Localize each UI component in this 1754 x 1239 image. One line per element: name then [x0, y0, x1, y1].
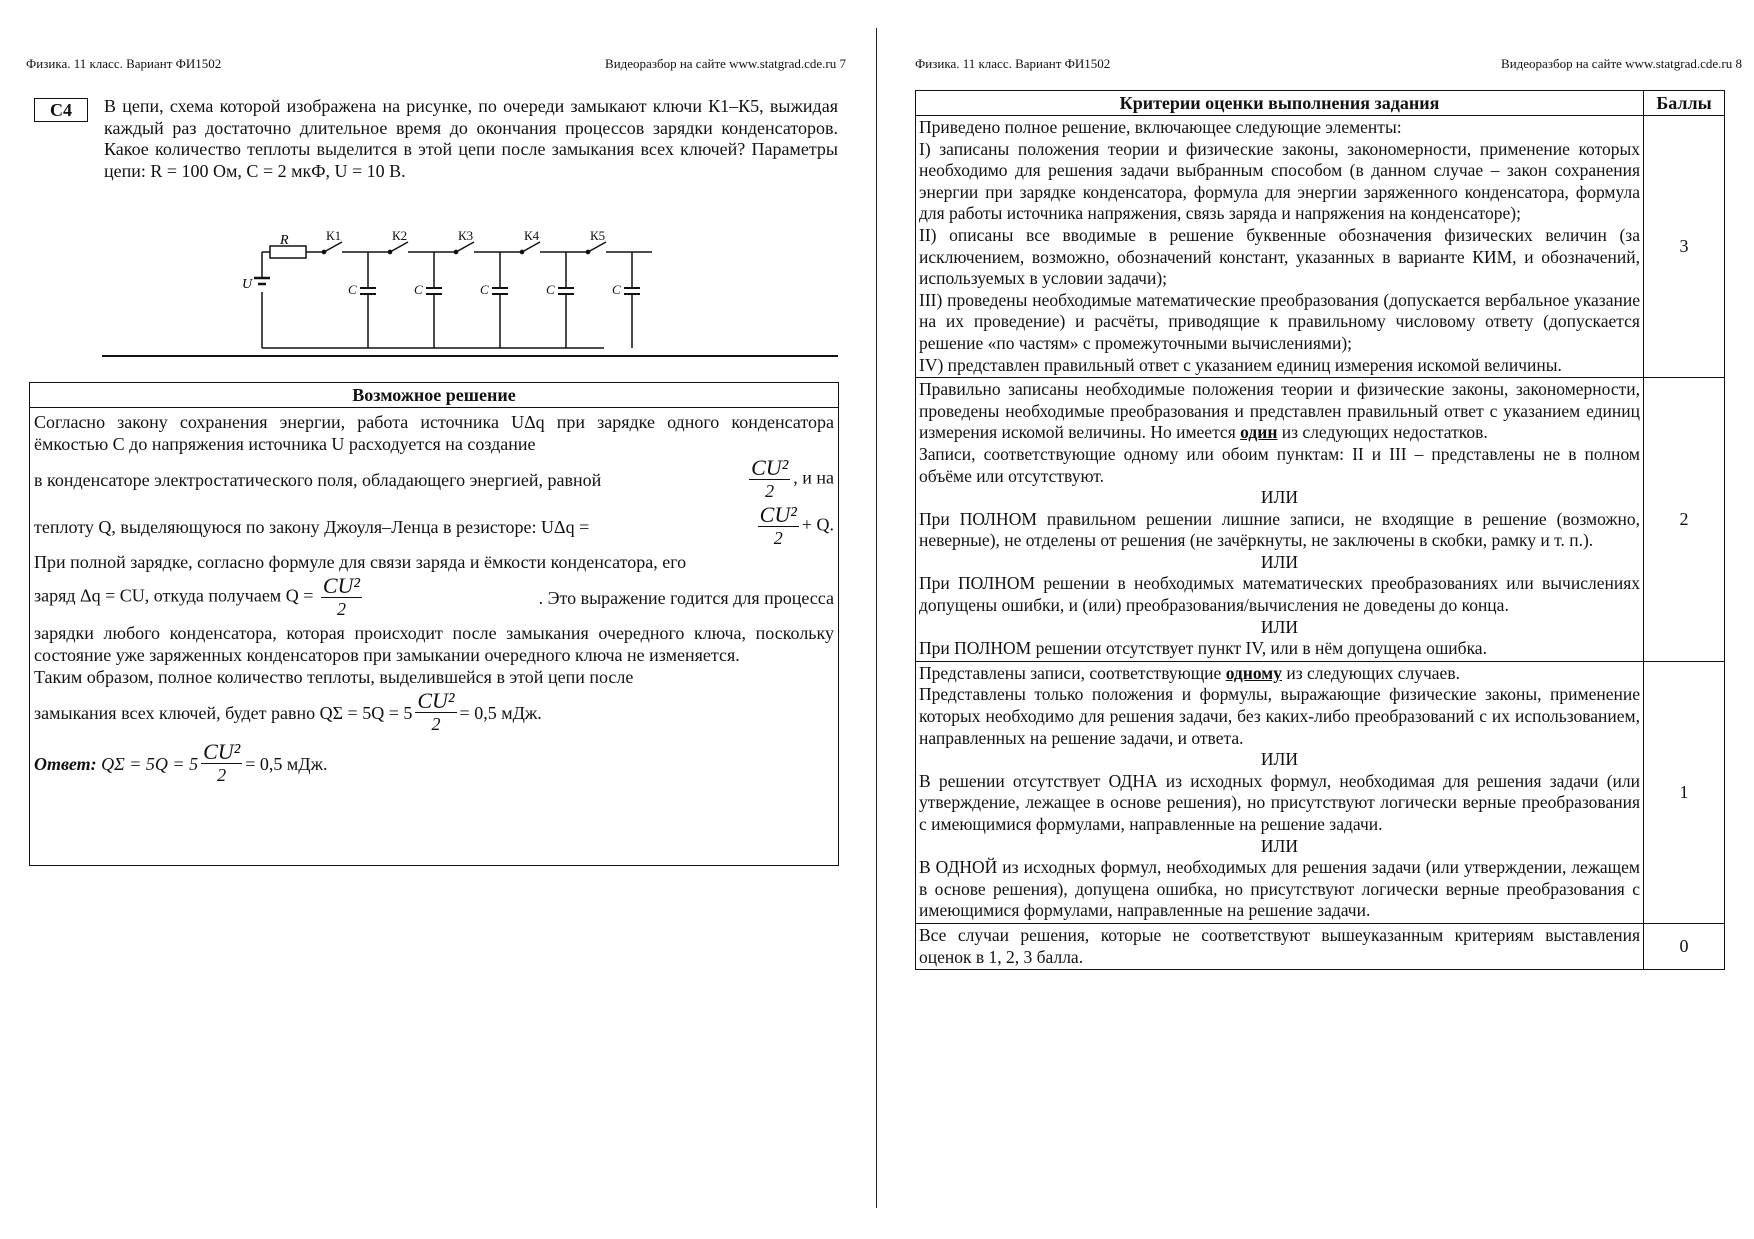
criteria-text: В решении отсутствует ОДНА из исходных формул, необходимая для решения задачи (или утверждение, лежащее в основе решения), но присутствуют логически верные преобразования с имеющимися формулами, направленные на решение задачи.: [919, 770, 1640, 834]
solution-p7b: = 0,5 мДж.: [459, 702, 542, 723]
or-separator: ИЛИ: [1260, 487, 1299, 508]
solution-body: Согласно закону сохранения энергии, работа источника UΔq при зарядке одного конденсатора ёмкостью C до напряжения источника U расходуется на создание в конденсаторе электростатического поля, обладающего энергией, равной $\frac{\text{CU²}}{2}$ , и на теплоту Q, выделяющуюся по закону Джоуля–Ленца в резисторе: UΔq = $\frac{\text{CU²}}{2}$ + Q. При полной зарядке, согласно формуле для связи заряда и ёмкости конденсатора, его заряд Δq = CU, откуда получаем Q = $\frac{\text{CU²}}{2}$ . Это выражение годится для процесса зарядки любого конденсатора, которая происходит после замыкания очередного ключа, поскольку состояние уже заряженных конденсаторов при замыкании очередного ключа не изменяется. Таким образом, полное количество теплоты, выделившейся в этой цепи после замыкания всех ключей, будет равно QΣ = 5Q = 5 $\frac{\text{CU²}}{2}$ = 0,5 мДж. Ответ: QΣ = 5Q = 5 $\frac{\text{CU²}}{2}$ = 0,5 мДж.: [34, 412, 834, 785]
criteria-header: Критерии оценки выполнения задания: [916, 91, 1644, 116]
criteria-text: Представлены записи, соответствующие: [919, 662, 1222, 683]
switch-blade: [324, 242, 342, 252]
solution-p7a: замыкания всех ключей, будет равно QΣ = 5Q = 5: [34, 702, 413, 723]
circuit-diagram: [240, 228, 690, 356]
criteria-text: III) проведены необходимые математические преобразования (допускается вербальное указание на их проведение) и расчёты, приводящие к правильному числовому ответу (допускается решение «по частям» с промежуточными вычислениями);: [919, 289, 1640, 353]
criteria-text: В ОДНОЙ из исходных формул, необходимых для решения задачи (или утверждении, лежащем в основе решения), допущена ошибка, но присутствуют логически верные преобразования с имеющимися формулами, направленные на решение задачи.: [919, 857, 1640, 921]
criteria-text: IV) представлен правильный ответ с указанием единиц измерения искомой величины.: [919, 354, 1562, 375]
solution-p2: теплоту Q, выделяющуюся по закону Джоуля–Ленца в резисторе: UΔq =: [34, 516, 590, 537]
fraction: $\frac{\text{CU²}}{2}$: [751, 455, 789, 501]
or-separator: ИЛИ: [1260, 616, 1299, 637]
answer-label: Ответ:: [34, 753, 97, 774]
score-cell: 2: [1644, 378, 1725, 662]
switch-label: К4: [524, 228, 540, 243]
solution-p6: Таким образом, полное количество теплоты, выделившейся в этой цепи после: [34, 667, 634, 687]
page-header-left: Физика. 11 класс. Вариант ФИ1502: [26, 56, 222, 71]
task-statement: [104, 96, 838, 182]
criteria-row-1: [916, 661, 1725, 923]
page-divider: [876, 28, 877, 1208]
resistor-label: R: [280, 233, 289, 248]
criteria-text: При ПОЛНОМ решении в необходимых математических преобразованиях или вычислениях допущены ошибки, и (или) преобразования/вычисления не доведены до конца.: [919, 573, 1640, 616]
criteria-text: из следующих случаев.: [1286, 662, 1460, 683]
or-separator: ИЛИ: [1260, 551, 1299, 572]
switch-label: К1: [326, 228, 342, 243]
fraction: $\frac{\text{CU²}}{2}$: [322, 573, 361, 619]
switch-blade: [390, 242, 408, 252]
solution-p5: зарядки любого конденсатора, которая происходит после замыкания очередного ключа, поскольку состояние уже заряженных конденсаторов при замыкании очередного ключа не изменяется.: [34, 623, 834, 665]
criteria-text: Представлены только положения и формулы, выражающие физические законы, применение которых необходимо для решения задачи, без каких-либо преобразований с их использованием, направленных на решение задачи, и ответа.: [919, 684, 1640, 748]
solution-p1b: в конденсаторе электростатического поля, обладающего энергией, равной: [34, 469, 602, 490]
solution-p4b: . Это выражение годится для процесса: [538, 587, 834, 608]
solution-p3: При полной зарядке, согласно формуле для связи заряда и ёмкости конденсатора, его: [34, 552, 687, 572]
criteria-text: I) записаны положения теории и физические законы, закономерности, применение которых необходимо для решения задачи выбранным способом (в данном случае – закон сохранения энергии при зарядке конденсатора, формула для энергии заряженного конденсатора, формула для работы источника напряжения, связь заряда и напряжения на конденсаторе);: [919, 138, 1640, 224]
fraction: $\frac{\text{CU²}}{2}$: [759, 502, 797, 548]
solution-title: Возможное решение: [30, 383, 838, 408]
score-cell: 0: [1644, 923, 1725, 969]
fraction: $\frac{\text{CU²}}{2}$: [203, 739, 241, 785]
page-header-left: Физика. 11 класс. Вариант ФИ1502: [915, 56, 1111, 71]
criteria-row-3: [916, 116, 1725, 378]
criteria-text: II) описаны все вводимые в решение буквенные обозначения физических величин (за исключением, возможно, обозначений констант, указанных в варианте КИМ, и обозначений, используемых в условии задачи);: [919, 224, 1640, 289]
criteria-text: Приведено полное решение, включающее следующие элементы:: [919, 117, 1402, 137]
or-separator: ИЛИ: [1260, 749, 1299, 770]
fraction: $\frac{\text{CU²}}{2}$: [417, 688, 455, 734]
switch-label: К3: [458, 228, 474, 243]
criteria-row-0: [916, 923, 1725, 969]
criteria-text: Правильно записаны необходимые положения теории и физические законы, закономерности, проведены необходимые преобразования и представлен правильный ответ с указанием единиц измерения искомой величины. Но имеется: [919, 379, 1640, 443]
left-page: [0, 0, 872, 1239]
capacitor-label: C: [612, 282, 621, 297]
score-cell: 1: [1644, 661, 1725, 923]
switch-blade: [522, 242, 540, 252]
switch-blade: [588, 242, 606, 252]
switch-blade: [456, 242, 474, 252]
switch-label: К5: [590, 228, 606, 243]
switch-label: К2: [392, 228, 408, 243]
solution-p4a: заряд Δq = CU, откуда получаем Q =: [34, 585, 314, 606]
page-header-right: Видеоразбор на сайте www.statgrad.cde.ru 8: [1501, 56, 1742, 71]
task-label: С4: [34, 98, 88, 122]
criteria-text: из следующих недостатков.: [1281, 422, 1488, 443]
table-header-row: [916, 91, 1725, 116]
score-header: Баллы: [1644, 91, 1725, 116]
criteria-text: Записи, соответствующие одному или обоим пунктам: II и III – представлены не в полном объёме или отсутствуют.: [919, 443, 1640, 486]
solution-box: [29, 382, 839, 866]
criteria-text: При ПОЛНОМ решении отсутствует пункт IV, или в нём допущена ошибка.: [919, 638, 1487, 659]
task-text: В цепи, схема которой изображена на рисунке, по очереди замыкают ключи К1–К5, выжидая каждый раз достаточно длительное время до окончания процессов зарядки конденсаторов. Какое количество теплоты выделится в этой цепи после замыкания всех ключей? Параметры цепи: R = 100 Ом, C = 2 мкФ, U = 10 В.: [104, 96, 838, 181]
answer-value: = 0,5 мДж.: [245, 753, 328, 774]
criteria-row-2: [916, 378, 1725, 662]
section-rule: [102, 355, 838, 357]
page-header-right: Видеоразбор на сайте www.statgrad.cde.ru 7: [605, 56, 846, 71]
capacitor-label: C: [480, 282, 489, 297]
capacitor-label: C: [414, 282, 423, 297]
criteria-text: При ПОЛНОМ правильном решении лишние записи, не входящие в решение (возможно, неверные), не отделены от решения (не зачёркнуты, не заключены в скобки, рамку и т. п.).: [919, 508, 1640, 551]
criteria-emphasis: один: [1240, 422, 1278, 443]
or-separator: ИЛИ: [1260, 835, 1299, 856]
criteria-text: Все случаи решения, которые не соответствуют вышеуказанным критериям выставления оценок в 1, 2, 3 балла.: [919, 924, 1640, 967]
answer-text: QΣ = 5Q = 5: [101, 753, 199, 774]
solution-p1: Согласно закону сохранения энергии, работа источника UΔq при зарядке одного конденсатора ёмкостью C до напряжения источника U расходуется на создание: [34, 412, 834, 454]
capacitor-label: C: [348, 282, 357, 297]
criteria-table: [915, 90, 1725, 970]
score-cell: 3: [1644, 116, 1725, 378]
criteria-emphasis: одному: [1225, 662, 1282, 683]
source-label: U: [242, 277, 253, 292]
capacitor-label: C: [546, 282, 555, 297]
